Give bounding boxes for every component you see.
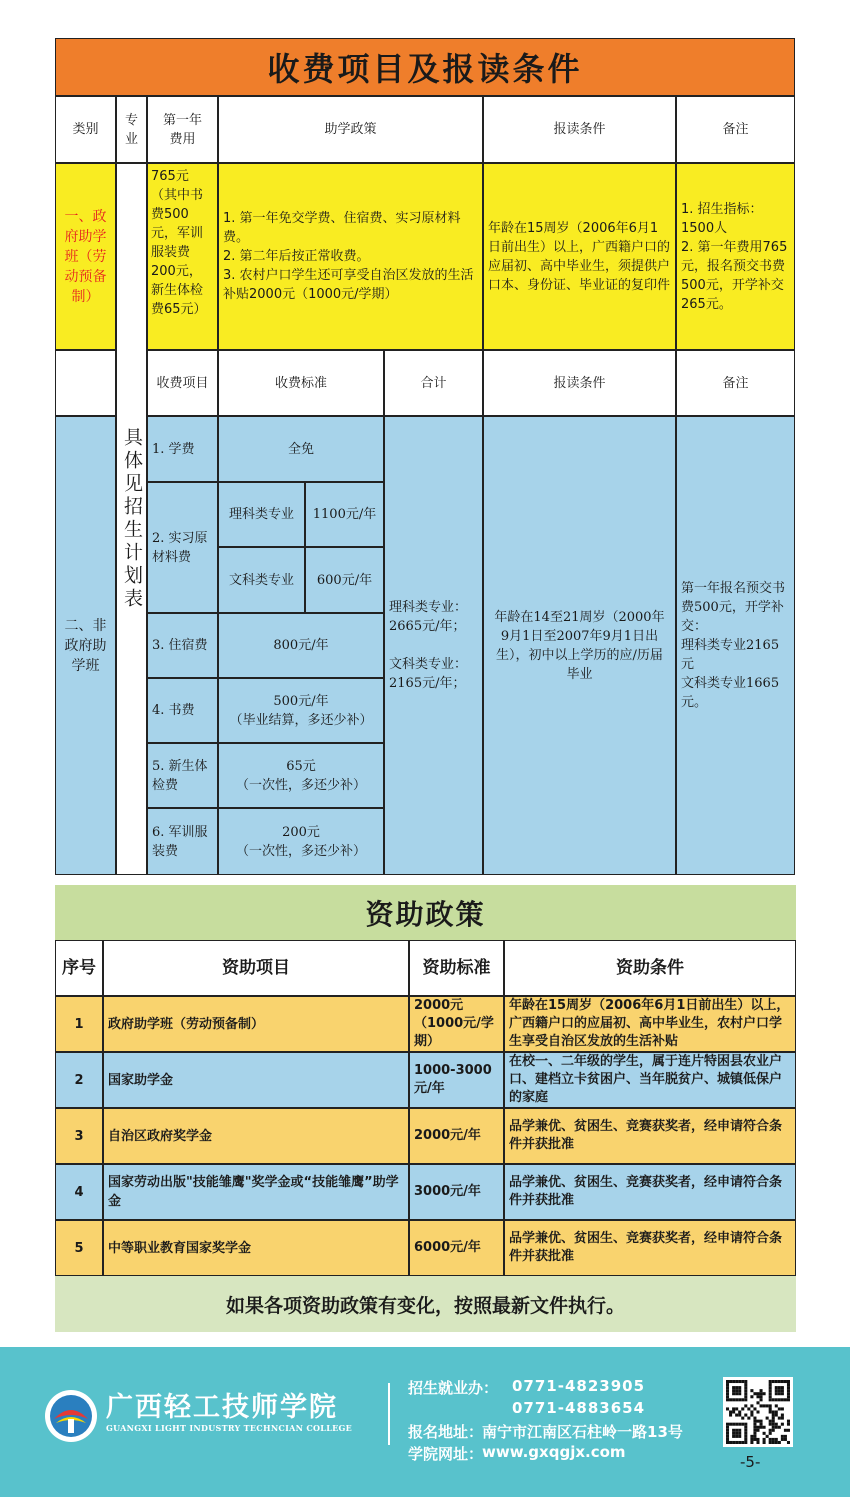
aid-row-2-no: 2 [55,1052,103,1108]
sub-header-empty [55,350,116,416]
phone-1: 0771-4823905 [512,1377,646,1395]
item-books-value: 500元/年 （毕业结算，多还少补） [218,678,384,743]
aid-row-4-conditions: 品学兼优、贫困生、竞赛获奖者，经申请符合条件并获批准 [504,1164,796,1220]
header-aid-policy: 助学政策 [218,96,483,163]
aid-row-3-item: 自治区政府奖学金 [103,1108,409,1164]
sub-header-item: 收费项目 [147,350,218,416]
address-label: 报名地址： [408,1423,484,1441]
aid-row-1-item: 政府助学班（劳动预备制） [103,996,409,1052]
gov-class-category: 一、政府助学班（劳动预备制） [55,163,116,350]
item-housing-label: 3. 住宿费 [147,613,218,678]
footer-divider [388,1383,390,1445]
footer [0,1347,850,1497]
aid-row-5-standard: 6000元/年 [409,1220,504,1276]
aid-row-4-no: 4 [55,1164,103,1220]
aid-header-item: 资助项目 [103,940,409,996]
gov-class-policy: 1. 第一年免交学费、住宿费、实习原材料费。 2. 第二年后按正常收费。 3. 农村户口学生还可享受自治区发放的生活补贴2000元（1000元/学期） [218,163,483,350]
item-exam-value: 65元 （一次性，多还少补） [218,743,384,808]
gov-class-remarks: 1. 招生指标：1500人 2. 第一年费用765元，报名预交书费500元，开学补交265元。 [676,163,795,350]
materials-arts-value: 600元/年 [305,547,384,613]
item-materials-label: 2. 实习原材料费 [147,482,218,613]
gov-class-conditions: 年龄在15周岁（2006年6月1日前出生）以上，广西籍户口的应届初、高中毕业生，须提供户口本、身份证、毕业证的复印件 [483,163,676,350]
aid-header-standard: 资助标准 [409,940,504,996]
aid-row-4-item: 国家劳动出版"技能雏鹰"奖学金或“技能雏鹰”助学金 [103,1164,409,1220]
page-number: -5- [740,1453,761,1471]
item-exam-label: 5. 新生体检费 [147,743,218,808]
materials-science-label: 理科类专业 [218,482,305,547]
aid-row-5-conditions: 品学兼优、贫困生、竞赛获奖者，经申请符合条件并获批准 [504,1220,796,1276]
school-logo [44,1389,98,1443]
item-military-label: 6. 军训服装费 [147,808,218,875]
item-tuition-label: 1. 学费 [147,416,218,482]
header-category: 类别 [55,96,116,163]
header-first-year-fee: 第一年费用 [147,96,218,163]
non-gov-conditions: 年龄在14至21周岁（2000年9月1日至2007年9月1日出生），初中以上学历的应/历届毕业 [483,416,676,875]
aid-note: 如果各项资助政策有变化，按照最新文件执行。 [55,1276,796,1332]
website-label: 学院网址： [408,1445,484,1463]
school-name: 广西轻工技师学院 [106,1392,338,1423]
item-military-value: 200元 （一次性，多还少补） [218,808,384,875]
aid-row-3-conditions: 品学兼优、贫困生、竞赛获奖者，经申请符合条件并获批准 [504,1108,796,1164]
header-major: 专业 [116,96,147,163]
phone-label: 招生就业办： [408,1379,499,1397]
section2-title: 资助政策 [55,885,796,940]
aid-header-no: 序号 [55,940,103,996]
item-books-label: 4. 书费 [147,678,218,743]
phone-2: 0771-4883654 [512,1399,646,1417]
non-gov-class-category: 二、非政府助学班 [55,416,116,875]
item-tuition-value: 全免 [218,416,384,482]
qr-code[interactable] [723,1377,793,1447]
school-name-en: GUANGXI LIGHT INDUSTRY TECHNCIAN COLLEGE [106,1423,353,1433]
aid-row-4-standard: 3000元/年 [409,1164,504,1220]
major-note: 具体见招生计划表 [116,163,147,875]
aid-row-1-conditions: 年龄在15周岁（2006年6月1日前出生）以上，广西籍户口的应届初、高中毕业生，农村户口学生享受自治区发放的生活补贴 [504,996,796,1052]
materials-science-value: 1100元/年 [305,482,384,547]
header-conditions: 报读条件 [483,96,676,163]
aid-row-2-conditions: 在校一、二年级的学生，属于连片特困县农业户口、建档立卡贫困户、当年脱贫户、城镇低保户的家庭 [504,1052,796,1108]
aid-row-5-item: 中等职业教育国家奖学金 [103,1220,409,1276]
aid-header-conditions: 资助条件 [504,940,796,996]
materials-arts-label: 文科类专业 [218,547,305,613]
non-gov-total: 理科类专业：2665元/年； 文科类专业：2165元/年； [384,416,483,875]
sub-header-total: 合计 [384,350,483,416]
non-gov-remarks: 第一年报名预交书费500元，开学补交： 理科类专业2165元 文科类专业1665元。 [676,416,795,875]
gov-class-fee: 765元（其中书费500元，军训服装费200元，新生体检费65元） [147,163,218,350]
sub-header-remarks: 备注 [676,350,795,416]
section1-title: 收费项目及报读条件 [55,38,795,96]
school-logo-icon [44,1389,98,1443]
sub-header-conditions: 报读条件 [483,350,676,416]
website: www.gxqgjx.com [482,1443,626,1461]
address: 南宁市江南区石柱岭一路13号 [482,1423,683,1441]
aid-row-2-standard: 1000-3000元/年 [409,1052,504,1108]
sub-header-standard: 收费标准 [218,350,384,416]
qr-code-icon [726,1380,790,1444]
aid-row-1-no: 1 [55,996,103,1052]
aid-row-3-standard: 2000元/年 [409,1108,504,1164]
aid-row-2-item: 国家助学金 [103,1052,409,1108]
item-housing-value: 800元/年 [218,613,384,678]
header-remarks: 备注 [676,96,795,163]
aid-row-5-no: 5 [55,1220,103,1276]
aid-row-3-no: 3 [55,1108,103,1164]
aid-row-1-standard: 2000元（1000元/学期） [409,996,504,1052]
